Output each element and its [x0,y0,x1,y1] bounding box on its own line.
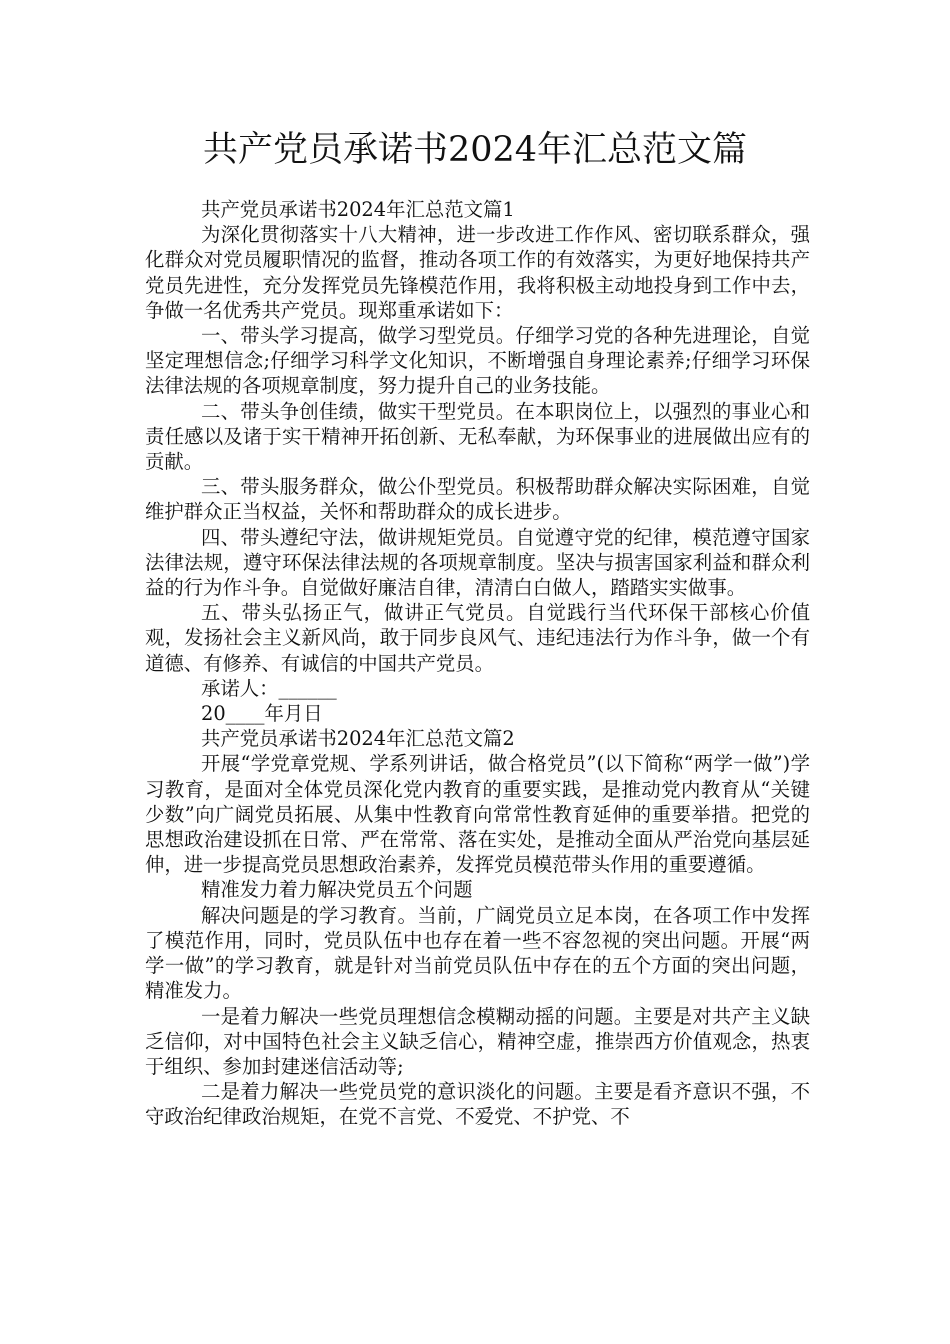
paragraph-point-5: 五、带头弘扬正气，做讲正气党员。自觉践行当代环保干部核心价值观，发扬社会主义新风尚，敢于同步良风气、违纪违法行为作斗争，做一个有道德、有修养、有诚信的中国共产党员。 [145,601,810,675]
paragraph-solve-problems: 解决问题是的学习教育。当前，广阔党员立足本岗，在各项工作中发挥了模范作用，同时，党员队伍中也存在着一些不容忽视的突出问题。开展“两学一做”的学习教育，就是针对当前党员队伍中存在的五个方面的突出问题，精准发力。 [145,903,810,1003]
subheading-five-problems: 精准发力着力解决党员五个问题 [201,878,473,902]
paragraph-two-study: 开展“学党章党规、学系列讲话，做合格党员”(以下简称“两学一做”)学习教育，是面对全体党员深化党内教育的重要实践，是推动党内教育从“关键少数”向广阔党员拓展、从集中性教育向常常性教育延伸的重要举措。把党的思想政治建设抓在日常、严在常常、落在实处，是推动全面从严治党向基层延伸，进一步提高党员思想政治素养，发挥党员模范带头作用的重要遵循。 [145,752,810,877]
paragraph-problem-2: 二是着力解决一些党员党的意识淡化的问题。主要是看齐意识不强，不守政治纪律政治规矩，在党不言党、不爱党、不护党、不 [145,1080,810,1129]
section-heading-2: 共产党员承诺书2024年汇总范文篇2 [201,727,515,751]
date-line: 20____年月日 [201,702,323,726]
paragraph-problem-1: 一是着力解决一些党员理想信念模糊动摇的问题。主要是对共产主义缺乏信仰，对中国特色社会主义缺乏信心，精神空虚，推崇西方价值观念，热衷于组织、参加封建迷信活动等; [145,1004,810,1078]
paragraph-intro: 为深化贯彻落实十八大精神，进一步改进工作作风、密切联系群众，强化群众对党员履职情况的监督，推动各项工作的有效落实，为更好地保持共产党员先进性，充分发挥党员先锋模范作用，我将积极主动地投身到工作中去，争做一名优秀共产党员。现郑重承诺如下： [145,223,810,322]
paragraph-point-2: 二、带头争创佳绩，做实干型党员。在本职岗位上，以强烈的事业心和责任感以及诸于实干精神开拓创新、无私奉献，为环保事业的进展做出应有的贡献。 [145,399,810,474]
document-body [145,197,810,1130]
section-heading-1: 共产党员承诺书2024年汇总范文篇1 [201,198,515,221]
paragraph-point-4: 四、带头遵纪守法，做讲规矩党员。自觉遵守党的纪律，模范遵守国家法律法规，遵守环保法律法规的各项规章制度。坚决与损害国家利益和群众利益的行为作斗争。自觉做好廉洁自律，清清白白做人，踏踏实实做事。 [145,525,810,600]
paragraph-point-3: 三、带头服务群众，做公仆型党员。积极帮助群众解决实际困难，自觉维护群众正当权益，关怀和帮助群众的成长进步。 [145,475,810,524]
document-title: 共产党员承诺书2024年汇总范文篇 [202,130,748,170]
signature-line: 承诺人：______ [201,676,337,700]
paragraph-point-1: 一、带头学习提高，做学习型党员。仔细学习党的各种先进理论，自觉坚定理想信念;仔细学习科学文化知识，不断增强自身理论素养;仔细学习环保法律法规的各项规章制度，努力提升自己的业务技能。 [145,324,810,398]
